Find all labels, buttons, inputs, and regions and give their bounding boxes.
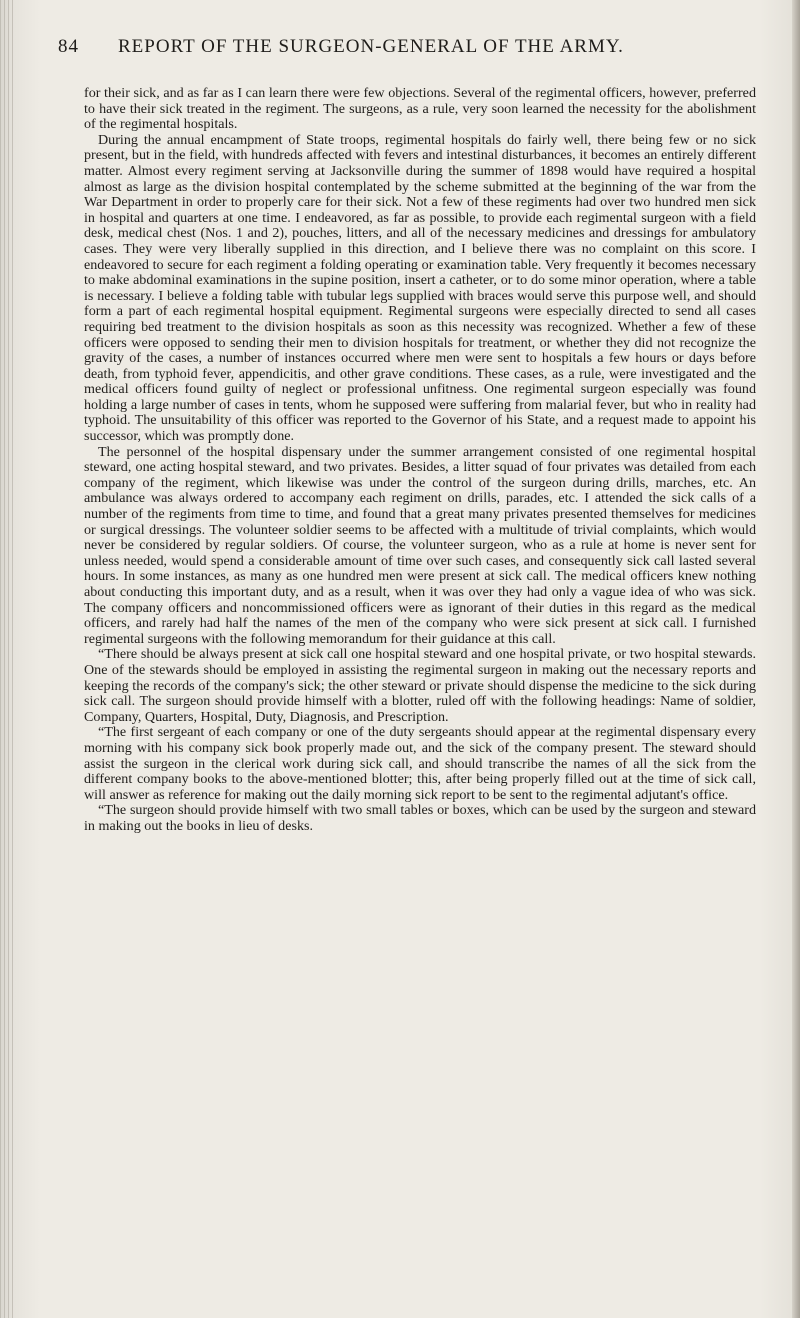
running-head: REPORT OF THE SURGEON-GENERAL OF THE ARMY. bbox=[118, 36, 624, 57]
body-text bbox=[84, 86, 756, 835]
paragraph: for their sick, and as far as I can learn there were few objections. Several of the regimental officers, however, preferred to have their sick treated in the regiment. The surgeons, as a rule, very soon learned the necessity for the abolishment of the regimental hospitals. bbox=[84, 85, 756, 133]
paragraph: “The first sergeant of each company or one of the duty sergeants should appear at the regimental dispensary every morning with his company sick book properly made out, and the sick of the company present. The steward should assist the surgeon in the clerical work during sick call, and should transcribe the names of all the sick from the different company books to the above-mentioned blotter; this, after being properly filled out at the time of sick call, will answer as reference for making out the daily morning sick report to be sent to the regimental adjutant's office. bbox=[84, 724, 756, 803]
page-header bbox=[58, 36, 758, 64]
paragraph: “There should be always present at sick call one hospital steward and one hospital private, or two hospital stewards. One of the stewards should be employed in assisting the regimental surgeon in making out the necessary reports and keeping the records of the company's sick; the other steward or private should dispense the medicine to the sick during sick call. The surgeon should provide himself with a blotter, ruled off with the following headings: Name of soldier, Company, Quarters, Hospital, Duty, Diagnosis, and Prescription. bbox=[84, 646, 756, 725]
page-number: 84 bbox=[58, 36, 79, 57]
binding-edge bbox=[0, 0, 14, 1318]
paragraph: During the annual encampment of State troops, regimental hospitals do fairly well, there being few or no sick present, but in the field, with hundreds affected with fevers and intestinal disturbances, it becomes an entirely different matter. Almost every regiment serving at Jacksonville during the summer of 1898 would have required a hospital almost as large as the division hospital contemplated by the scheme submitted at the beginning of the war from the War Department in order to properly care for their sick. Not a few of these regiments had over two hundred men sick in hospital and quarters at one time. I endeavored, as far as possible, to provide each regimental surgeon with a field desk, medical chest (Nos. 1 and 2), pouches, litters, and all of the necessary medicines and dressings for ambulatory cases. They were very liberally supplied in this direction, and I believe there was no complaint on this score. I endeavored to secure for each regiment a folding operating or examination table. Very frequently it becomes necessary to make abdominal examinations in the supine position, insert a catheter, or to do some minor operation, where a table is necessary. I believe a folding table with tubular legs supplied with braces would serve this purpose well, and should form a part of each regimental hospital equipment. Regimental surgeons were especially directed to send all cases requiring bed treatment to the division hospitals as soon as this necessity was recognized. Whether a few of these officers were opposed to sending their men to division hospitals for treatment, or whether they did not recognize the gravity of the cases, a number of instances occurred where men were sent to hospitals a few hours or days before death, from typhoid fever, appendicitis, and other grave conditions. These cases, as a rule, were investigated and the medical officers found guilty of neglect or professional unfitness. One regimental surgeon especially was found holding a large number of cases in tents, whom he supposed were suffering from malarial fever, but who in reality had typhoid. The unsuitability of this officer was reported to the Governor of his State, and a request made to appoint his successor, which was promptly done. bbox=[84, 131, 756, 445]
paragraph: The personnel of the hospital dispensary under the summer arrangement consisted of one regimental hospital steward, one acting hospital steward, and two privates. Besides, a litter squad of four privates was detailed from each company of the regiment, which likewise was under the control of the surgeon during drills, marches, etc. An ambulance was always ordered to accompany each regiment on drills, parades, etc. I attended the sick calls of a number of the regiments from time to time, and found that a great many privates presented themselves for medicines or surgical dressings. The volunteer soldier seems to be affected with a multitude of trivial complaints, which would never be considered by regular soldiers. Of course, the volunteer surgeon, who as a rule at home is never sent for unless needed, would spend a considerable amount of time over such cases, and consequently sick call lasted several hours. In some instances, as many as one hundred men were present at sick call. The medical officers knew nothing about conducting this important duty, and as a result, when it was over they had only a vague idea of who was sick. The company officers and noncommissioned officers were as ignorant of their duties in this regard as the medical officers, and rarely had half the names of the men of the company who were sick present at sick call. I furnished regimental surgeons with the following memorandum for their guidance at this call. bbox=[84, 443, 756, 647]
paragraph: “The surgeon should provide himself with two small tables or boxes, which can be used by the surgeon and steward in making out the books in lieu of desks. bbox=[84, 802, 756, 834]
page-edge bbox=[792, 0, 800, 1318]
